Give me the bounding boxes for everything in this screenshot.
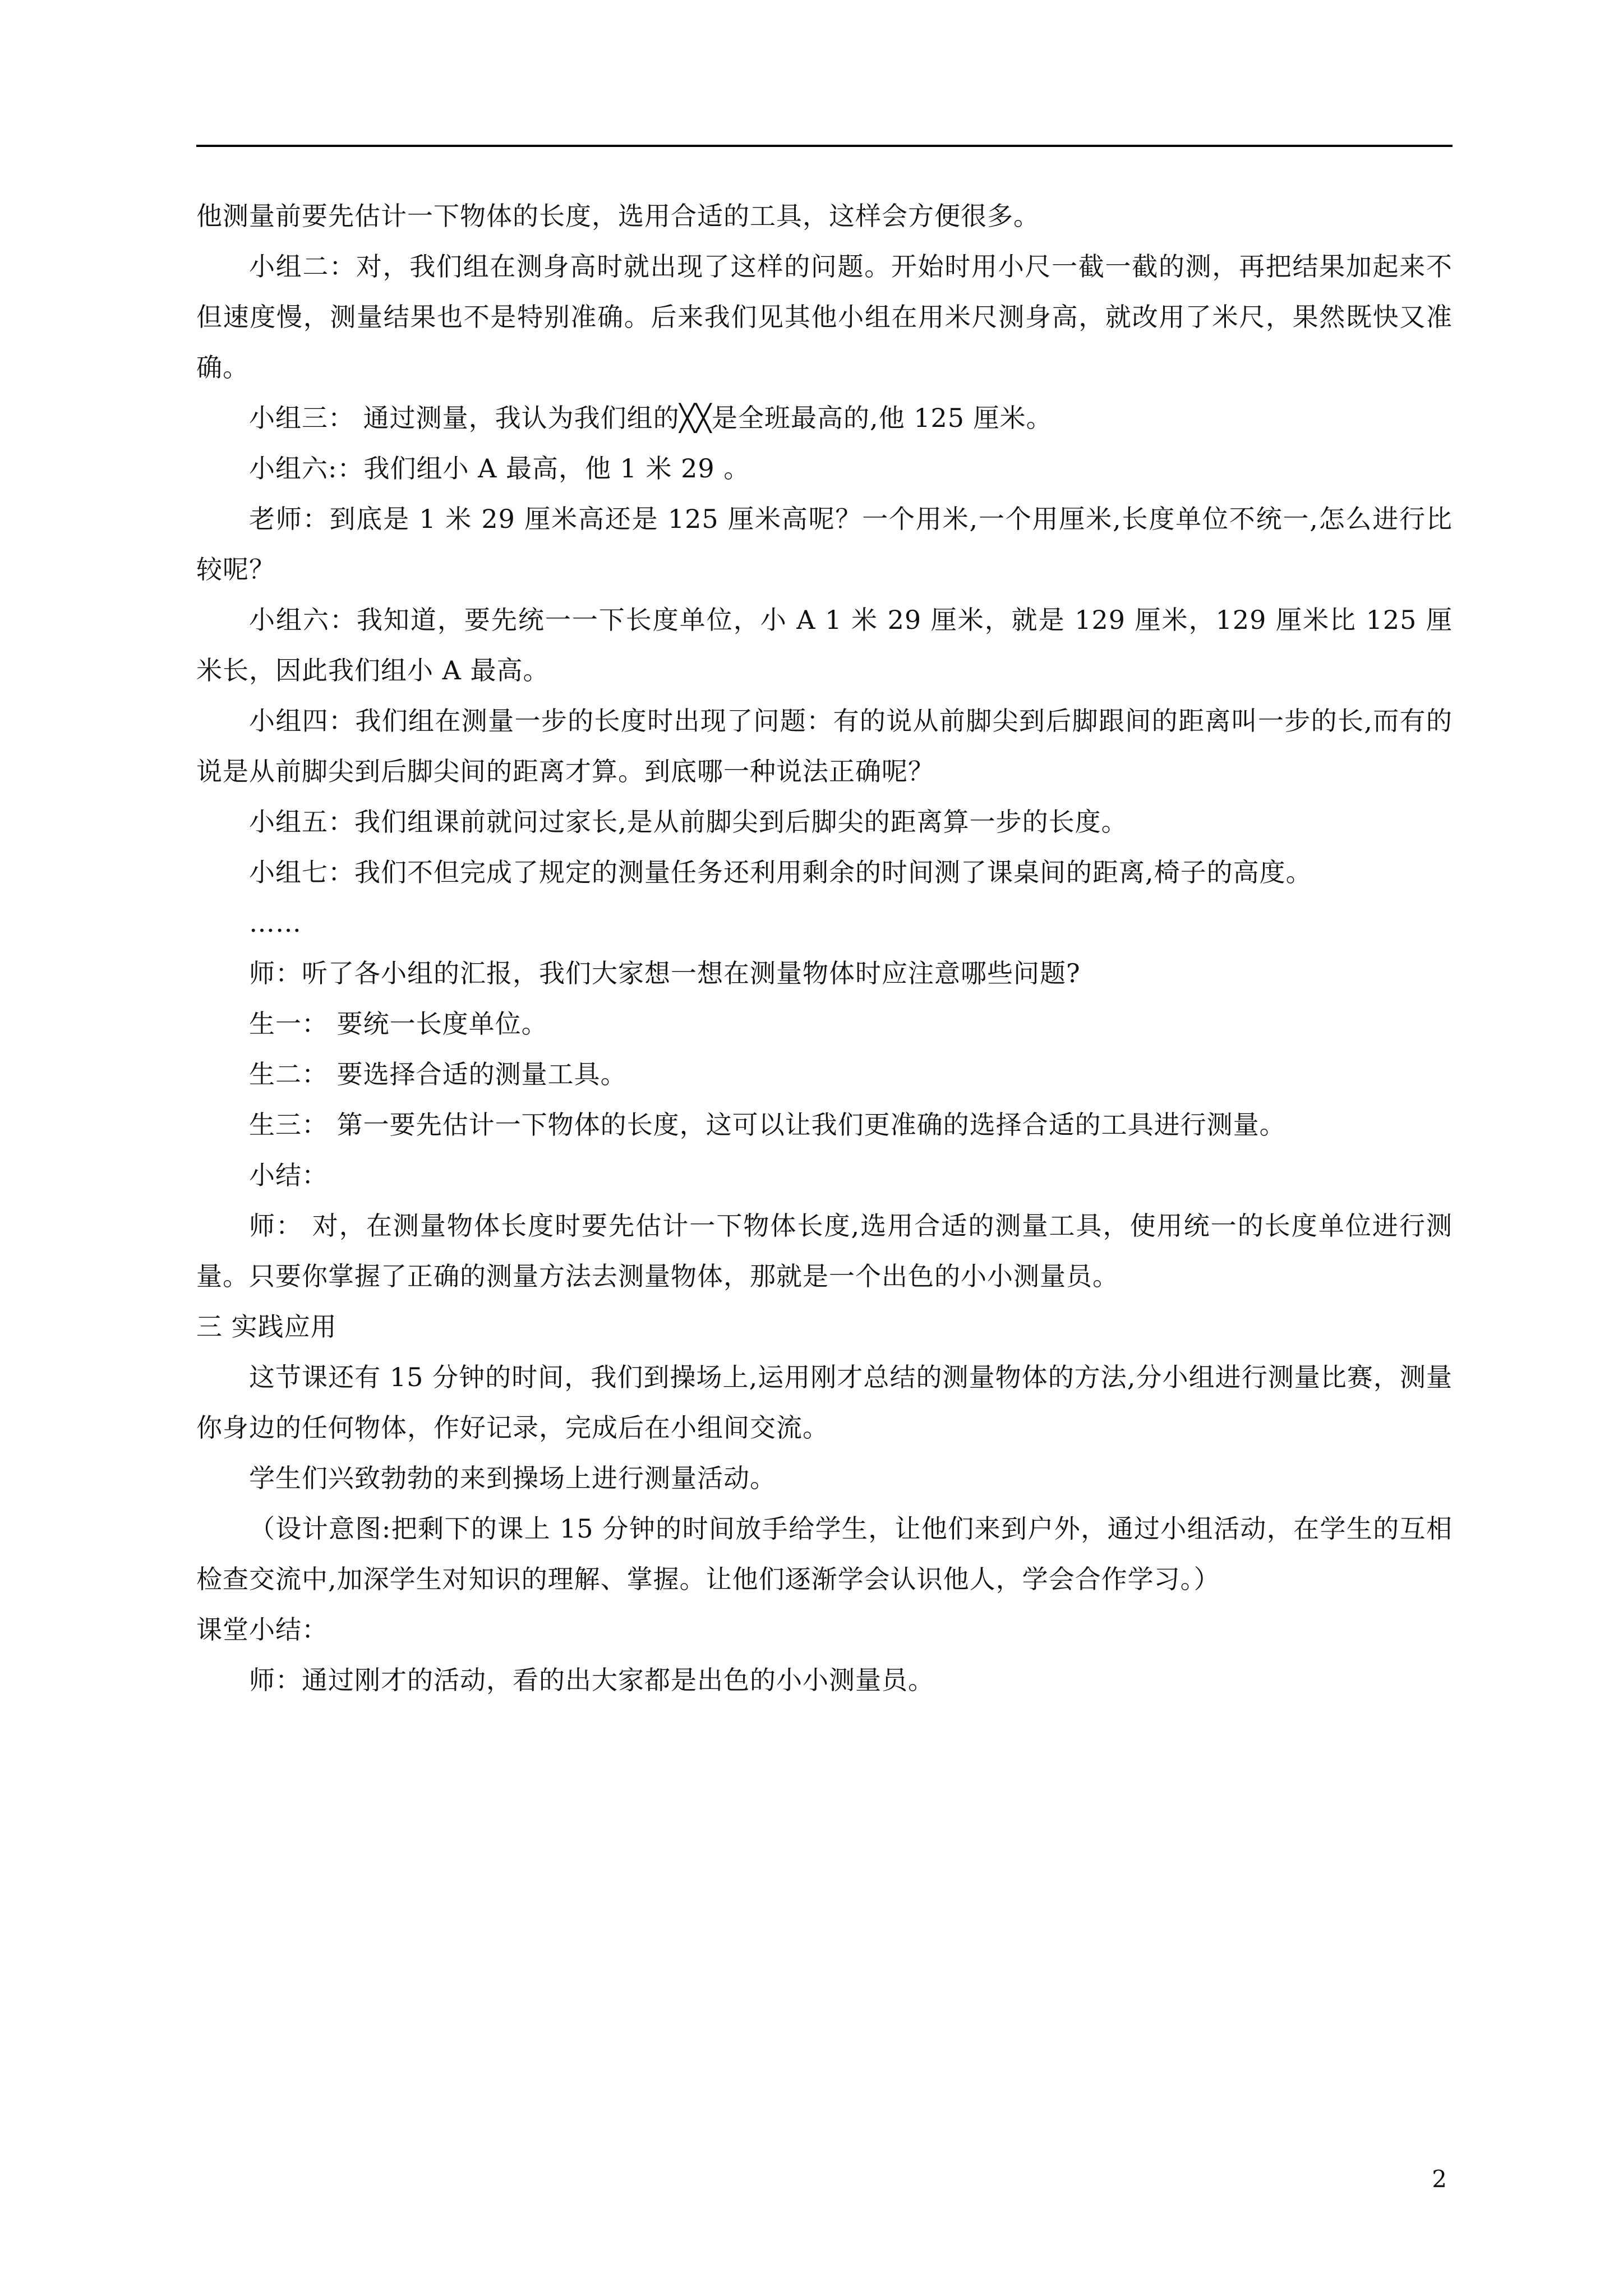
paragraph: 师： 对，在测量物体长度时要先估计一下物体长度,选用合适的测量工具，使用统一的长度单位进行测量。只要你掌握了正确的测量方法去测量物体，那就是一个出色的小小测量员。 <box>196 1211 1453 1291</box>
ellipsis-line: …… <box>249 908 302 938</box>
page-number: 2 <box>1432 2165 1447 2193</box>
paragraph: 老师：到底是 1 米 29 厘米高还是 125 厘米高呢？一个用米,一个用厘米,长度单位不统一,怎么进行比较呢？ <box>196 504 1453 585</box>
section-heading: 课堂小结： <box>196 1614 328 1645</box>
document-body <box>196 191 1453 1705</box>
paragraph: 生三： 第一要先估计一下物体的长度，这可以让我们更准确的选择合适的工具进行测量。 <box>249 1110 1286 1140</box>
paragraph: 生二： 要选择合适的测量工具。 <box>249 1059 627 1089</box>
paragraph: 学生们兴致勃勃的来到操场上进行测量活动。 <box>249 1463 776 1493</box>
paragraph: 小组四：我们组在测量一步的长度时出现了问题：有的说从前脚尖到后脚跟间的距离叫一步的长,而有的说是从前脚尖到后脚尖间的距离才算。到底哪一种说法正确呢？ <box>196 706 1453 786</box>
paragraph: 他测量前要先估计一下物体的长度，选用合适的工具，这样会方便很多。 <box>196 201 1040 231</box>
paragraph: 小组六:：我们组小 A 最高，他 1 米 29 。 <box>249 453 750 484</box>
section-heading: 三 实践应用 <box>196 1312 337 1342</box>
paragraph: 小结： <box>249 1160 328 1190</box>
paragraph: 小组二：对，我们组在测身高时就出现了这样的问题。开始时用小尺一截一截的测，再把结果加起来不但速度慢，测量结果也不是特别准确。后来我们见其他小组在用米尺测身高，就改用了米尺，果然既快又准确。 <box>196 251 1453 383</box>
paragraph: 师：听了各小组的汇报，我们大家想一想在测量物体时应注意哪些问题? <box>249 958 1081 988</box>
paragraph: 小组六：我知道，要先统一一下长度单位，小 A 1 米 29 厘米，就是 129 厘米，129 厘米比 125 厘米长，因此我们组小 A 最高。 <box>196 605 1453 685</box>
paragraph: 小组七：我们不但完成了规定的测量任务还利用剩余的时间测了课桌间的距离,椅子的高度。 <box>249 857 1312 887</box>
header-rule <box>196 145 1453 147</box>
paragraph: 师：通过刚才的活动，看的出大家都是出色的小小测量员。 <box>249 1665 934 1695</box>
design-intent-note: （设计意图:把剩下的课上 15 分钟的时间放手给学生，让他们来到户外，通过小组活动，在学生的互相检查交流中,加深学生对知识的理解、掌握。让他们逐渐学会认识他人，学会合作学习。） <box>196 1513 1453 1594</box>
paragraph: 生一： 要统一长度单位。 <box>249 1009 548 1039</box>
paragraph: 小组三： 通过测量，我认为我们组的╳╳是全班最高的,他 125 厘米。 <box>249 403 1053 433</box>
paragraph: 小组五：我们组课前就问过家长,是从前脚尖到后脚尖的距离算一步的长度。 <box>249 807 1128 837</box>
paragraph: 这节课还有 15 分钟的时间，我们到操场上,运用刚才总结的测量物体的方法,分小组进行测量比赛，测量你身边的任何物体，作好记录，完成后在小组间交流。 <box>196 1362 1453 1443</box>
